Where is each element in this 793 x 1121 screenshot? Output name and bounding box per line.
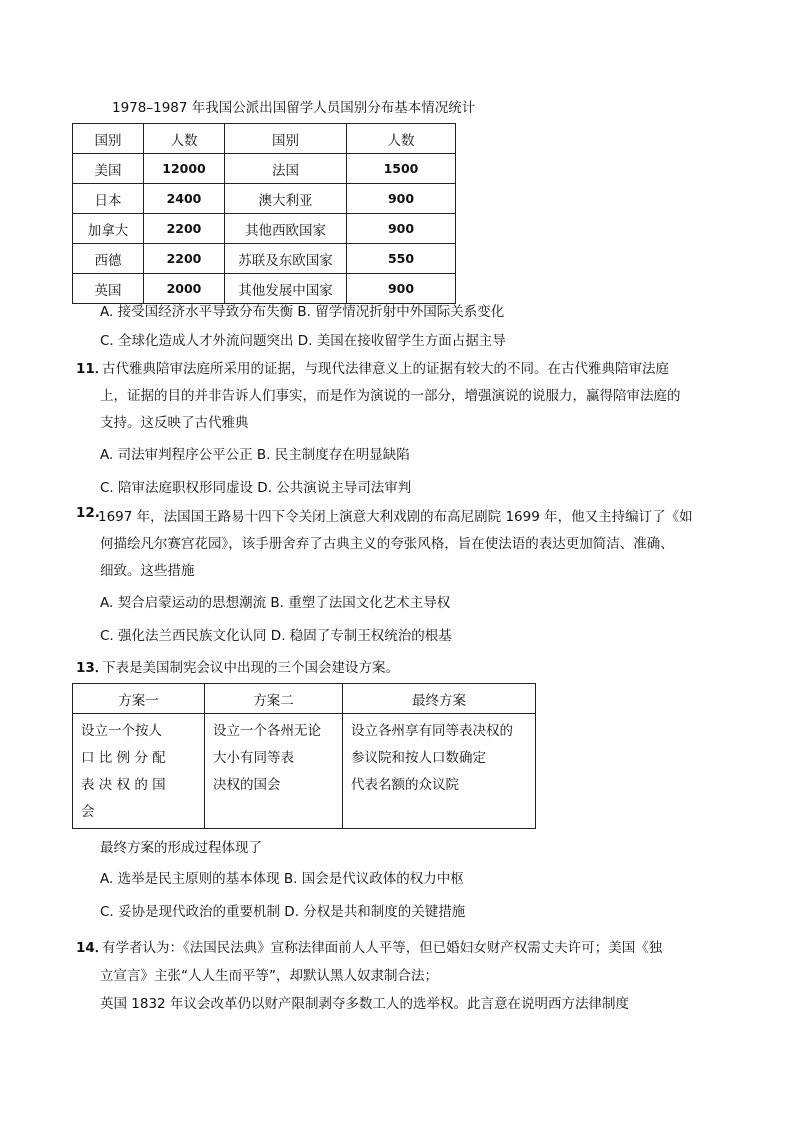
header-plan-one: 方案一 xyxy=(73,684,205,714)
header-country: 国别 xyxy=(225,124,347,154)
cell-count: 900 xyxy=(347,214,456,244)
cell-count: 900 xyxy=(347,184,456,214)
question-text: 1697 年，法国国王路易十四下令关闭上演意大利戏剧的布高尼剧院 1699 年，他又主持编订了《如 xyxy=(98,509,693,525)
question-text: 上，证据的目的并非告诉人们事实，而是作为演说的一部分，增强演说的说服力，赢得陪审法庭的 xyxy=(100,388,681,404)
option-line: C. 妥协是现代政治的重要机制 D. 分权是共和制度的关键措施 xyxy=(100,904,466,920)
cell-line: 设立一个按人 xyxy=(81,723,162,739)
table-row xyxy=(73,714,536,829)
cell-country: 法国 xyxy=(225,154,347,184)
study-abroad-table xyxy=(72,123,456,304)
cell-line: 设立各州享有同等表决权的 xyxy=(351,723,513,739)
header-count: 人数 xyxy=(347,124,456,154)
cell-count: 2200 xyxy=(144,214,225,244)
header-final-plan: 最终方案 xyxy=(343,684,536,714)
question-number: 11． xyxy=(76,361,109,377)
plan-one-cell xyxy=(73,714,205,829)
option-line: C. 全球化造成人才外流问题突出 D. 美国在接收留学生方面占据主导 xyxy=(100,333,506,349)
question-text: 何描绘凡尔赛宫花园》，该手册舍弃了古典主义的夸张风格，旨在使法语的表达更加简洁、准确、 xyxy=(100,536,674,552)
question-text: 有学者认为：《法国民法典》宣称法律面前人人平等，但已婚妇女财产权需丈夫许可；美国《独 xyxy=(102,940,663,956)
cell-country: 日本 xyxy=(73,184,144,214)
cell-count: 2000 xyxy=(144,274,225,304)
question-text: 立宣言》主张“人人生而平等”，却默认黑人奴隶制合法； xyxy=(100,968,438,984)
option-line: A. 司法审判程序公平公正 B. 民主制度存在明显缺陷 xyxy=(100,447,410,463)
cell-count: 1500 xyxy=(347,154,456,184)
table-row xyxy=(73,244,456,274)
option-line: A. 选举是民主原则的基本体现 B. 国会是代议政体的权力中枢 xyxy=(100,871,464,887)
question-text: 英国 1832 年议会改革仍以财产限制剥夺多数工人的选举权。此言意在说明西方法律制度 xyxy=(100,996,629,1012)
cell-line: 设立一个各州无论 xyxy=(213,723,321,739)
table-row xyxy=(73,154,456,184)
table-row xyxy=(73,274,456,304)
cell-count: 2400 xyxy=(144,184,225,214)
option-line: C. 强化法兰西民族文化认同 D. 稳固了专制王权统治的根基 xyxy=(100,628,452,644)
table-row xyxy=(73,184,456,214)
cell-count: 900 xyxy=(347,274,456,304)
header-country: 国别 xyxy=(73,124,144,154)
cell-line: 口 比 例 分 配 xyxy=(81,750,166,766)
cell-count: 2200 xyxy=(144,244,225,274)
cell-country: 西德 xyxy=(73,244,144,274)
option-line: C. 陪审法庭职权形同虚设 D. 公共演说主导司法审判 xyxy=(100,480,412,496)
table-header-row xyxy=(73,684,536,714)
final-plan-cell xyxy=(343,714,536,829)
header-plan-two: 方案二 xyxy=(205,684,343,714)
header-count: 人数 xyxy=(144,124,225,154)
table-header-row xyxy=(73,124,456,154)
cell-country: 其他发展中国家 xyxy=(225,274,347,304)
option-line: A. 接受国经济水平导致分布失衡 B. 留学情况折射中外国际关系变化 xyxy=(100,304,505,320)
cell-country: 美国 xyxy=(73,154,144,184)
congress-plans-table xyxy=(72,683,536,829)
cell-country: 加拿大 xyxy=(73,214,144,244)
table-title: 1978–1987 年我国公派出国留学人员国别分布基本情况统计 xyxy=(112,100,476,116)
cell-country: 澳大利亚 xyxy=(225,184,347,214)
cell-line: 参议院和按人口数确定 xyxy=(351,750,486,766)
cell-line: 决权的国会 xyxy=(213,777,281,793)
cell-line: 会 xyxy=(81,804,95,820)
cell-line: 大小有同等表 xyxy=(213,750,294,766)
question-text: 古代雅典陪审法庭所采用的证据，与现代法律意义上的证据有较大的不同。在古代雅典陪审法庭 xyxy=(102,361,669,377)
cell-count: 12000 xyxy=(144,154,225,184)
cell-line: 表 决 权 的 国 xyxy=(81,777,166,793)
plan-two-cell xyxy=(205,714,343,829)
question-text: 支持。这反映了古代雅典 xyxy=(100,415,249,431)
question-text: 细致。这些措施 xyxy=(100,563,195,579)
question-number: 12. xyxy=(76,505,100,521)
cell-country: 其他西欧国家 xyxy=(225,214,347,244)
cell-line: 代表名额的众议院 xyxy=(351,777,459,793)
question-number: 14． xyxy=(76,940,109,956)
cell-count: 550 xyxy=(347,244,456,274)
option-line: A. 契合启蒙运动的思想潮流 B. 重塑了法国文化艺术主导权 xyxy=(100,595,451,611)
question-stem: 最终方案的形成过程体现了 xyxy=(100,840,262,856)
question-number: 13． xyxy=(76,660,109,676)
table-row xyxy=(73,214,456,244)
cell-country: 英国 xyxy=(73,274,144,304)
cell-country: 苏联及东欧国家 xyxy=(225,244,347,274)
question-text: 下表是美国制宪会议中出现的三个国会建设方案。 xyxy=(102,660,399,676)
